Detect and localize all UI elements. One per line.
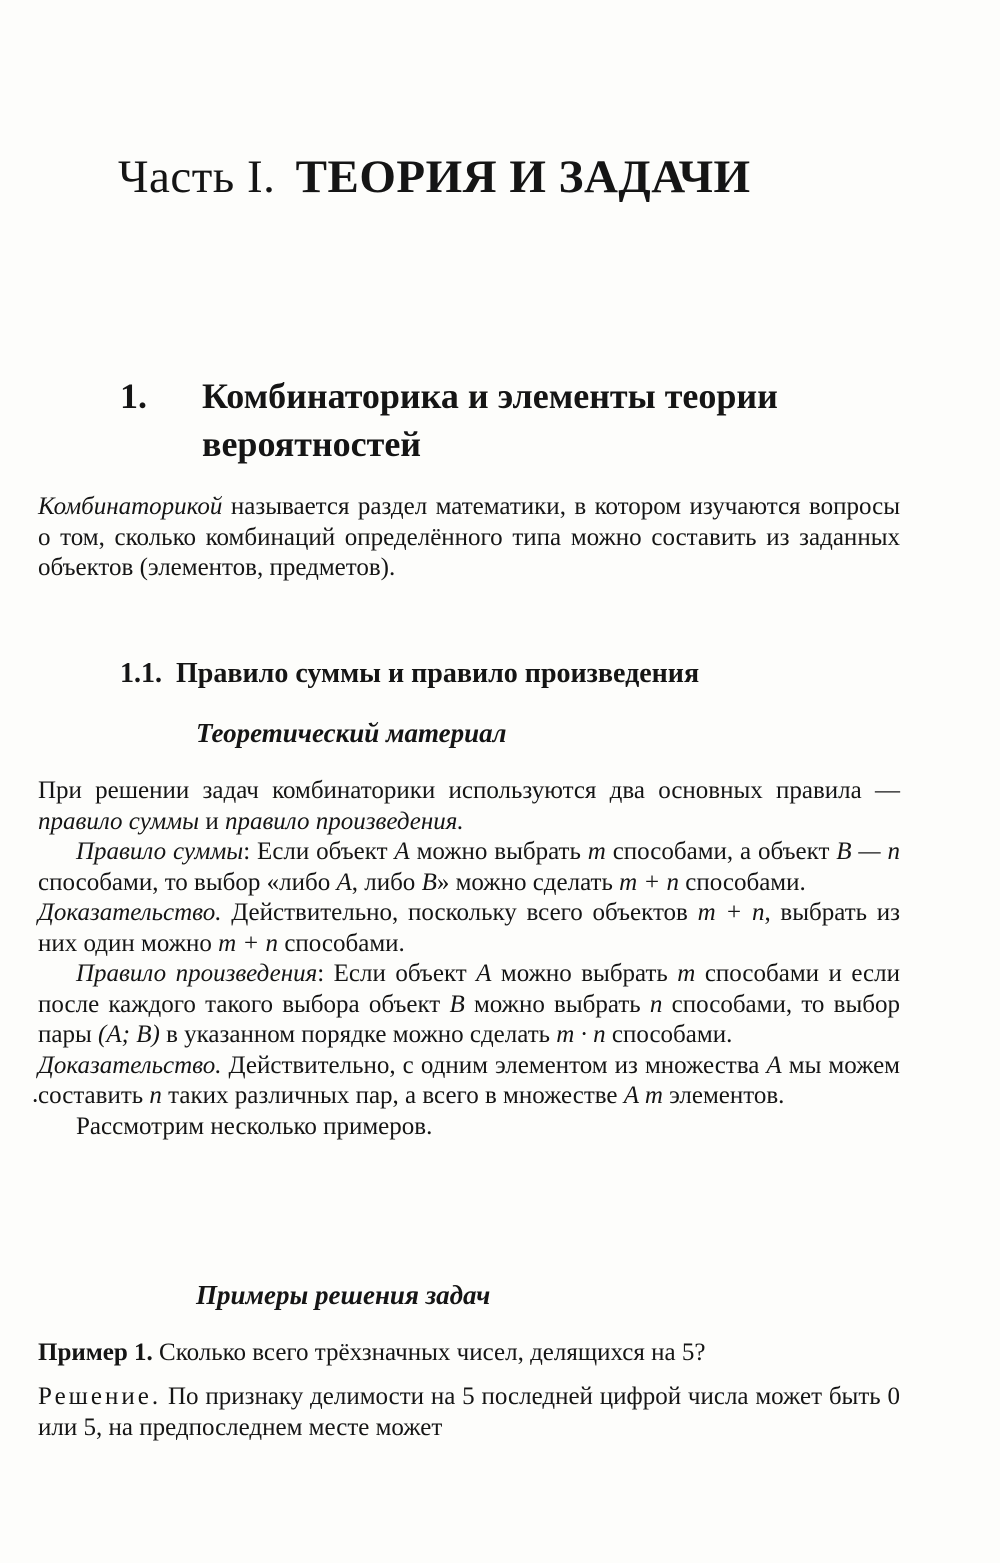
prod-rule-text-4: можно выбрать bbox=[464, 990, 650, 1018]
example-1-label: Пример 1. bbox=[38, 1339, 153, 1366]
intro-paragraph bbox=[38, 492, 900, 584]
math-m: m bbox=[587, 838, 606, 865]
sum-rule-text-5: , либо bbox=[351, 868, 422, 896]
math-n: n bbox=[649, 990, 663, 1018]
product-proof-paragraph bbox=[38, 1051, 900, 1112]
prod-proof-text-1: Действительно, с одним элементом из множества bbox=[221, 1051, 767, 1079]
rule-product-term: правило произведения. bbox=[224, 807, 464, 835]
math-a: A bbox=[394, 838, 410, 865]
math-m-plus-n: m + n bbox=[697, 899, 765, 926]
math-m-plus-n: m + n bbox=[619, 868, 680, 896]
prod-rule-text-1: : Если объект bbox=[317, 960, 477, 987]
consider-paragraph bbox=[38, 1112, 900, 1143]
prod-proof-text-4: элементов. bbox=[662, 1082, 785, 1109]
example-1-text: Сколько всего трёхзначных чисел, делящихся на 5? bbox=[152, 1339, 706, 1366]
sum-proof-paragraph bbox=[38, 898, 900, 959]
p1-text-middle: и bbox=[199, 807, 225, 835]
math-m: m bbox=[677, 960, 696, 987]
sum-rule-text-7: способами. bbox=[679, 868, 806, 896]
chapter-title: Комбинаторика и элементы теории вероятностей bbox=[202, 376, 778, 464]
math-b-n: B — n bbox=[836, 838, 901, 865]
section-title: Правило суммы и правило произведения bbox=[176, 658, 700, 689]
prod-rule-text-2: можно выбрать bbox=[491, 960, 678, 987]
math-m-times-n: m · n bbox=[556, 1021, 606, 1048]
examples-heading: Примеры решения задач bbox=[196, 1280, 491, 1310]
margin-dot: · bbox=[31, 1088, 40, 1115]
solution-label: Решение. bbox=[38, 1383, 162, 1410]
chapter-heading bbox=[120, 372, 900, 468]
math-a: A bbox=[766, 1051, 782, 1079]
proof-label: Доказательство. bbox=[38, 899, 222, 926]
section-heading bbox=[120, 658, 699, 690]
sum-rule-text-4: способами, то выбор «либо bbox=[38, 868, 337, 896]
math-n: n bbox=[149, 1082, 162, 1109]
theory-paragraph-1 bbox=[38, 776, 900, 837]
rule-sum-term: правило суммы bbox=[38, 807, 200, 835]
chapter-number: 1. bbox=[120, 376, 147, 416]
prod-rule-text-6: в указанном порядке можно сделать bbox=[159, 1021, 557, 1048]
part-label: Часть I. bbox=[118, 151, 276, 203]
part-name: ТЕОРИЯ И ЗАДАЧИ bbox=[295, 151, 751, 203]
math-a-m: A m bbox=[623, 1082, 663, 1109]
consider-text: Рассмотрим несколько примеров. bbox=[76, 1112, 433, 1140]
prod-proof-text-3: таких различных пар, а всего в множестве bbox=[161, 1082, 624, 1109]
theory-body bbox=[38, 776, 900, 1142]
math-a: A bbox=[476, 960, 492, 987]
sum-proof-text-2: , выбрать из них один можно bbox=[38, 899, 900, 957]
part-title bbox=[118, 150, 751, 204]
proof-label: Доказательство. bbox=[38, 1051, 222, 1079]
sum-proof-text-3: способами. bbox=[278, 929, 405, 957]
section-number: 1.1. bbox=[120, 658, 162, 689]
example-1 bbox=[38, 1338, 900, 1369]
prod-rule-text-7: способами. bbox=[605, 1021, 733, 1048]
sum-rule-text-6: » можно сделать bbox=[436, 868, 620, 896]
sum-rule-label: Правило суммы bbox=[76, 838, 244, 865]
solution-text: По признаку делимости на 5 последней цифрой числа может быть 0 или 5, на предпоследнем месте может bbox=[38, 1383, 900, 1441]
math-pair-a-b: (A; B) bbox=[98, 1021, 160, 1048]
prod-proof-text-2: мы можем составить bbox=[38, 1051, 900, 1109]
prod-rule-text-5: способами, то выбор пары bbox=[38, 990, 900, 1048]
math-b: B bbox=[449, 990, 465, 1018]
sum-proof-text-1: Действительно, поскольку всего объектов bbox=[221, 899, 698, 926]
prod-rule-text-3: способами и если после каждого такого выбора объект bbox=[38, 960, 901, 1018]
sum-rule-paragraph bbox=[38, 837, 900, 898]
sum-rule-text-3: способами, а объект bbox=[605, 838, 837, 865]
theory-heading: Теоретический материал bbox=[196, 718, 507, 748]
product-rule-paragraph bbox=[38, 959, 900, 1051]
math-m-plus-n: m + n bbox=[218, 929, 279, 957]
p1-text-before: При решении задач комбинаторики используются два основных правила — bbox=[38, 777, 900, 804]
intro-text: называется раздел математики, в котором изучаются вопросы о том, сколько комбинаций определённого типа можно составить из заданных объектов (элементов, предметов). bbox=[38, 493, 900, 581]
solution-paragraph bbox=[38, 1382, 900, 1443]
product-rule-label: Правило произведения bbox=[76, 960, 318, 987]
intro-term: Комбинаторикой bbox=[38, 493, 223, 520]
math-a: A bbox=[336, 868, 352, 896]
math-b: B bbox=[421, 868, 437, 896]
sum-rule-text-2: можно выбрать bbox=[409, 838, 588, 865]
sum-rule-text-1: : Если объект bbox=[243, 838, 395, 865]
